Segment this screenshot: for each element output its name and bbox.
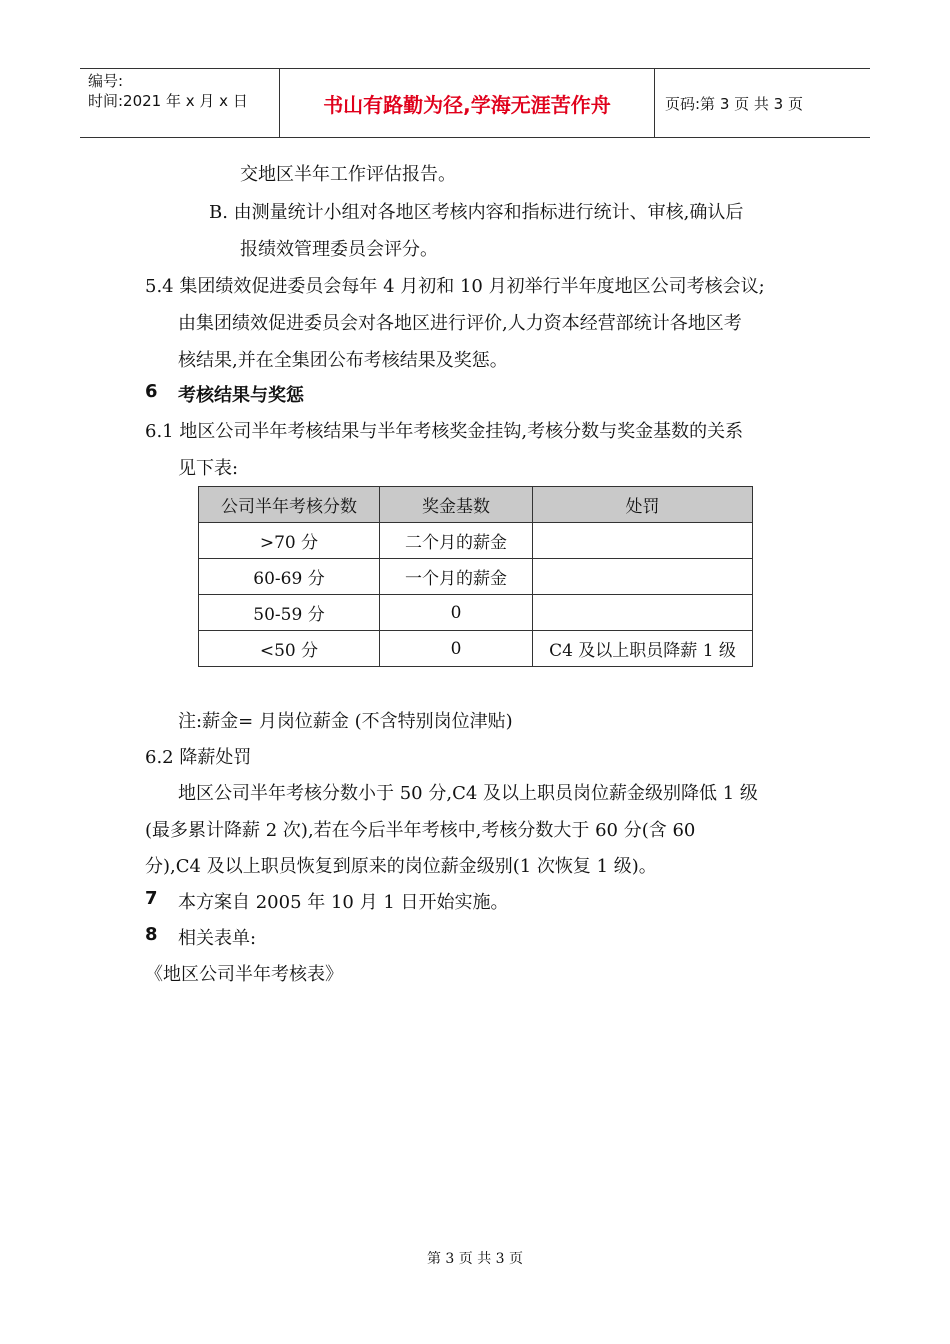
document-date-label: 时间:2021 年 x 月 x 日 (88, 92, 248, 110)
header-meta (80, 69, 280, 137)
table-cell (533, 595, 753, 631)
table-header-row (199, 487, 753, 523)
paragraph-line: 分),C4 及以上职员恢复到原来的岗位薪金级别(1 次恢复 1 级)。 (145, 856, 657, 877)
table-row (199, 523, 753, 559)
paragraph-line: B. 由测量统计小组对各地区考核内容和指标进行统计、审核,确认后 (209, 202, 744, 223)
paragraph-line: 由集团绩效促进委员会对各地区进行评价,人力资本经营部统计各地区考 (178, 313, 742, 334)
table-header-cell: 奖金基数 (380, 487, 533, 523)
table-cell: 60-69 分 (199, 559, 380, 595)
table-note: 注:薪金= 月岗位薪金 (不含特别岗位津贴) (178, 711, 513, 732)
section-8-number: 8 (145, 924, 158, 945)
table-row (199, 631, 753, 667)
table-cell (533, 523, 753, 559)
section-6-heading: 考核结果与奖惩 (178, 385, 304, 406)
section-8-text: 相关表单: (178, 928, 257, 949)
section-6-2: 6.2 降薪处罚 (145, 747, 252, 768)
table-cell: 二个月的薪金 (380, 523, 533, 559)
page-header (80, 68, 870, 138)
section-6-number: 6 (145, 381, 158, 402)
paragraph-line: 地区公司半年考核分数小于 50 分,C4 及以上职员岗位薪金级别降低 1 级 (178, 783, 758, 804)
table-header-cell: 处罚 (533, 487, 753, 523)
paragraph-line: 报绩效管理委员会评分。 (240, 239, 438, 260)
table-row (199, 595, 753, 631)
table-header-cell: 公司半年考核分数 (199, 487, 380, 523)
table-row (199, 559, 753, 595)
table-cell: >70 分 (199, 523, 380, 559)
paragraph-line: 见下表: (178, 458, 239, 479)
table-cell (533, 559, 753, 595)
table-cell: 0 (380, 631, 533, 667)
table-cell: <50 分 (199, 631, 380, 667)
header-motto: 书山有路勤为径,学海无涯苦作舟 (280, 69, 655, 137)
table-cell: 一个月的薪金 (380, 559, 533, 595)
section-7-number: 7 (145, 888, 158, 909)
section-6-1: 6.1 地区公司半年考核结果与半年考核奖金挂钩,考核分数与奖金基数的关系 (145, 421, 744, 442)
related-form-title: 《地区公司半年考核表》 (145, 964, 343, 985)
paragraph-line: 交地区半年工作评估报告。 (240, 164, 456, 185)
table-cell: 0 (380, 595, 533, 631)
page-footer: 第 3 页 共 3 页 (426, 1251, 524, 1267)
table-cell: 50-59 分 (199, 595, 380, 631)
paragraph-line: (最多累计降薪 2 次),若在今后半年考核中,考核分数大于 60 分(含 60 (145, 820, 696, 841)
table-cell: C4 及以上职员降薪 1 级 (533, 631, 753, 667)
section-7-text: 本方案自 2005 年 10 月 1 日开始实施。 (178, 892, 509, 913)
header-page-label: 页码:第 3 页 共 3 页 (665, 94, 803, 113)
document-number-label: 编号: (88, 72, 124, 90)
bonus-table (198, 486, 753, 667)
paragraph-line: 核结果,并在全集团公布考核结果及奖惩。 (178, 350, 508, 371)
section-5-4: 5.4 集团绩效促进委员会每年 4 月初和 10 月初举行半年度地区公司考核会议; (145, 276, 765, 297)
